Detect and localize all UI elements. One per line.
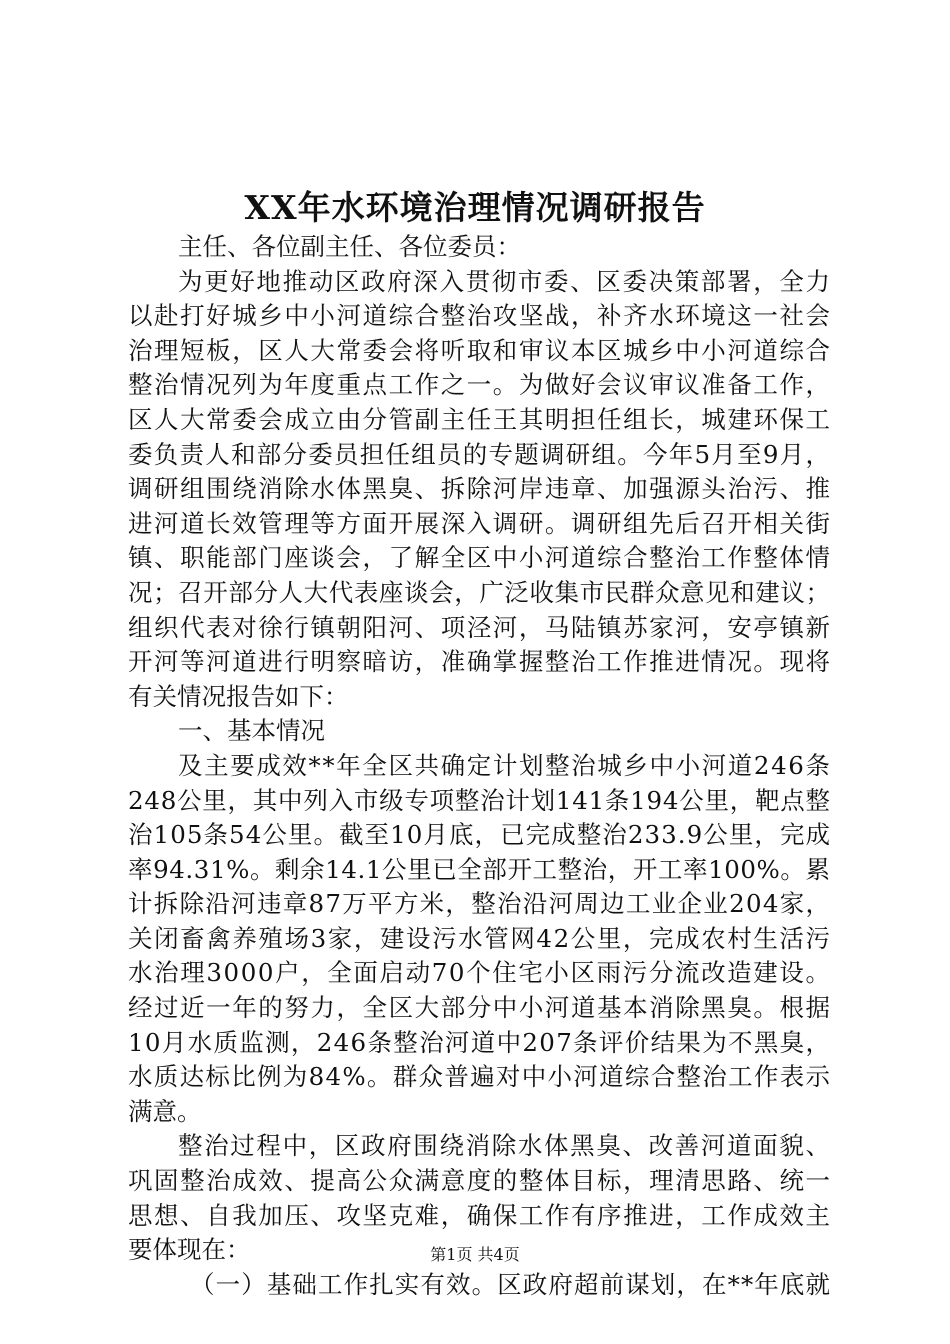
text-line (128, 645, 830, 680)
text-line-content: 水质达标比例为84%。群众普遍对中小河道综合整治工作表示 (128, 1062, 832, 1092)
text-line (128, 853, 830, 888)
text-line-content: 有关情况报告如下： (128, 681, 349, 711)
text-line-content: 满意。 (128, 1096, 202, 1126)
text-line (128, 714, 830, 749)
page-footer: 第1页 共4页 (430, 1245, 520, 1264)
text-line (128, 991, 830, 1026)
text-line (128, 956, 830, 991)
text-line (128, 749, 830, 784)
text-line (128, 1199, 830, 1234)
text-line-content: 区人大常委会成立由分管副主任王其明担任组长，城建环保工 (128, 404, 832, 434)
text-line-content: 调研组围绕消除水体黑臭、拆除河岸违章、加强源头治污、推 (128, 474, 832, 504)
text-line (128, 784, 830, 819)
text-line-content: 开河等河道进行明察暗访，准确掌握整治工作推进情况。现将 (128, 647, 832, 677)
text-line-content: 关闭畜禽养殖场3家，建设污水管网42公里，完成农村生活污 (128, 923, 832, 953)
text-line (128, 541, 830, 576)
text-line (128, 922, 830, 957)
text-line-content: 要体现在： (128, 1235, 251, 1265)
text-line-content: 计拆除沿河违章87万平方米，整治沿河周边工业企业204家， (128, 889, 832, 919)
text-line-content: 组织代表对徐行镇朝阳河、项泾河，马陆镇苏家河，安亭镇新 (128, 612, 832, 642)
text-line (128, 299, 830, 334)
text-line (128, 1060, 830, 1095)
text-line-content: （一）基础工作扎实有效。区政府超前谋划，在**年底就 (190, 1269, 832, 1299)
text-line-content: 整治过程中，区政府围绕消除水体黑臭、改善河道面貌、 (178, 1131, 832, 1161)
text-line (128, 1129, 830, 1164)
text-line-content: 治理短板，区人大常委会将听取和审议本区城乡中小河道综合 (128, 335, 832, 365)
text-line (128, 818, 830, 853)
text-line-content: 况；召开部分人大代表座谈会，广泛收集市民群众意见和建议； (128, 577, 831, 607)
text-line (128, 403, 830, 438)
text-line-content: 一、基本情况 (178, 716, 325, 746)
text-line (128, 438, 830, 473)
document-title: XX年水环境治理情况调研报告 (244, 188, 706, 227)
text-line (128, 1095, 830, 1130)
text-line (128, 472, 830, 507)
text-line (128, 887, 830, 922)
text-line (128, 576, 830, 611)
text-line (128, 680, 830, 715)
document-body (128, 230, 830, 1302)
text-line-content: 进河道长效管理等方面开展深入调研。调研组先后召开相关街 (128, 508, 832, 538)
text-line-content: 以赴打好城乡中小河道综合整治攻坚战，补齐水环境这一社会 (128, 301, 832, 331)
text-line (128, 1026, 830, 1061)
text-line-content: 整治情况列为年度重点工作之一。为做好会议审议准备工作， (128, 370, 832, 400)
text-line-content: 镇、职能部门座谈会，了解全区中小河道综合整治工作整体情 (128, 543, 832, 573)
text-line-content: 为更好地推动区政府深入贯彻市委、区委决策部署，全力 (178, 266, 832, 296)
text-line (128, 611, 830, 646)
text-line (128, 507, 830, 542)
text-line-content: 治105条54公里。截至10月底，已完成整治233.9公里，完成 (128, 820, 832, 850)
text-line-content: 经过近一年的努力，全区大部分中小河道基本消除黑臭。根据 (128, 993, 832, 1023)
text-line-content: 率94.31%。剩余14.1公里已全部开工整治，开工率100%。累 (128, 854, 831, 884)
text-line-content: 委负责人和部分委员担任组员的专题调研组。今年5月至9月， (128, 439, 832, 469)
text-line (128, 1164, 830, 1199)
text-line (128, 1268, 830, 1303)
text-line (128, 230, 830, 265)
text-line-content: 水治理3000户，全面启动70个住宅小区雨污分流改造建设。 (128, 958, 832, 988)
text-line-content: 248公里，其中列入市级专项整治计划141条194公里，靶点整 (128, 785, 831, 815)
text-line-content: 巩固整治成效、提高公众满意度的整体目标，理清思路、统一 (128, 1166, 832, 1196)
text-line-content: 主任、各位副主任、各位委员： (178, 232, 521, 261)
text-line-content: 及主要成效**年全区共确定计划整治城乡中小河道246条 (178, 750, 832, 780)
text-line-content: 10月水质监测，246条整治河道中207条评价结果为不黑臭， (128, 1027, 832, 1057)
text-line-content: 思想、自我加压、攻坚克难，确保工作有序推进，工作成效主 (128, 1200, 832, 1230)
text-line (128, 334, 830, 369)
text-line (128, 368, 830, 403)
text-line (128, 265, 830, 300)
